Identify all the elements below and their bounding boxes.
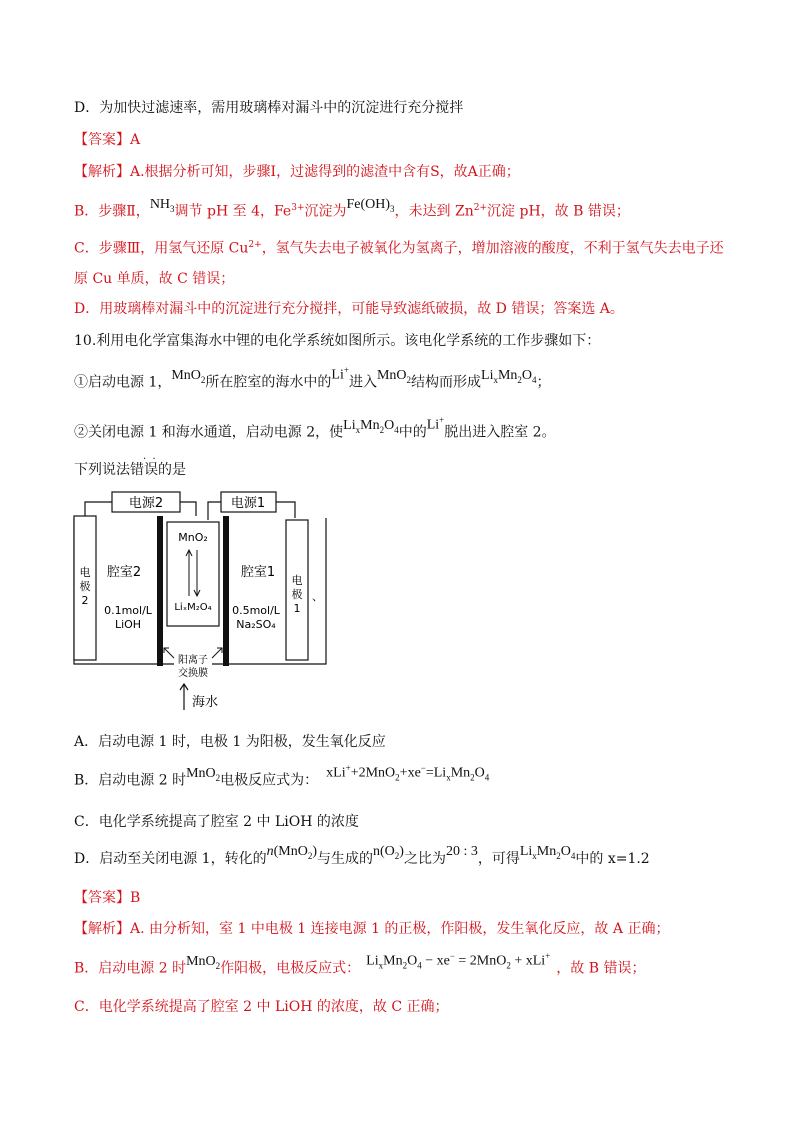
electrode-1-char3: 1: [293, 602, 301, 615]
emphasis-dots: · ·: [143, 454, 156, 465]
q10-analysis-b: [74, 951, 646, 978]
formula-limn2o4-2: $Li_xMn_2O_4$: [343, 417, 399, 435]
formula-limn2o4: $Li_xMn_2O_4$: [481, 367, 537, 385]
opt-b-mid: 电极反应式为：: [220, 772, 319, 789]
q9-b-mid: 调节 pH 至 4，Fe: [174, 203, 292, 220]
ana-b-post: ，故 B 错误；: [556, 960, 646, 977]
opt-d-mid3: ，可得: [477, 851, 520, 867]
chamber-2-solution: LiOH: [114, 618, 142, 631]
q10-s2-c: 脱出进入腔室 2。: [444, 424, 556, 441]
formula-limn2o4-3: $Li_xMn_2O_4$: [519, 844, 576, 861]
formula-li-ion-2: Li+: [426, 415, 445, 433]
q9-option-d: D．为加快过滤速率，需用玻璃棒对漏斗中的沉淀进行充分搅拌: [74, 100, 464, 116]
q9-answer: 【答案】A: [74, 132, 141, 148]
q10-ask: 下列说法错误的是: [74, 462, 186, 478]
q9-c-1b: ，氢气失去电子被氧化为氢离子，增加溶液的酸度，不利于氢气失去电子还: [261, 240, 724, 257]
formula-mno2-3: MnO$_2$: [186, 765, 221, 783]
q9-analysis-c-1: C．步骤Ⅲ，用氢气还原 $Cu^{2+}$，氢气失去电子被氧化为氢离子，增加溶液的酸度，不利于氢气失去电子还: [74, 240, 724, 257]
formula-mno2-4: MnO$_2$: [186, 953, 221, 971]
power-source-1-label: 电源1: [230, 496, 266, 511]
q10-analysis-c: C．电化学系统提高了腔室 2 中 LiOH 的浓度，故 C 正确；: [74, 999, 449, 1015]
q10-step1: [74, 365, 551, 392]
electrochem-diagram: [70, 488, 330, 718]
opt-d-mid: 与生成的: [317, 851, 373, 867]
cation-exchange-membrane-right: [223, 516, 229, 666]
q9-b-post: ，未达到 Zn: [394, 203, 474, 220]
q10-option-d: [74, 844, 650, 869]
cation-exchange-membrane-left: [157, 516, 163, 666]
q9-b-post2: 沉淀 pH，故 B 错误；: [487, 203, 630, 220]
membrane-label-line1: 阳离子: [178, 655, 208, 666]
q10-answer: 【答案】B: [74, 890, 141, 906]
q9-analysis-a: 【解析】A.根据分析可知，步骤Ⅰ，过滤得到的滤渣中含有S，故A正确；: [74, 164, 520, 180]
equation-ana-b: $Li_xMn_2O_4 - xe^- = 2MnO_2 + xLi^+$: [366, 951, 551, 971]
chamber-2-conc: 0.1mol/L: [104, 604, 152, 617]
limo-label: LiₓM₂O₄: [174, 602, 212, 613]
q9-b-mid2: 沉淀为: [304, 203, 347, 220]
q10-s2-a: ②关闭电源 1 和海水通道，启动电源 2，使: [74, 424, 344, 441]
q10-s2-b: 中的: [398, 424, 427, 441]
formula-li-ion: Li+: [331, 365, 349, 383]
electrode-1-char2: 极: [291, 588, 303, 601]
electrode-2-char3: 2: [81, 594, 89, 607]
q10-s1-d: 结构而形成: [411, 374, 482, 391]
chamber-1-label: 腔室1: [240, 565, 276, 580]
electrode-2-char2: 极: [79, 580, 91, 593]
q9-c-1: C．步骤Ⅲ，用氢气还原 Cu: [74, 240, 249, 257]
opt-b-pre: B．启动电源 2 时: [74, 772, 187, 789]
mno2-label: MnO₂: [178, 531, 208, 544]
q10-s1-b: 所在腔室的海水中的: [205, 374, 332, 391]
q10-s1-a: ①启动电源 1，: [74, 374, 172, 391]
q9-b-pre: B．步骤Ⅱ，: [74, 203, 150, 220]
q9-analysis-b: B．步骤Ⅱ，$NH_3$调节 pH 至 4，$Fe^{3+}$沉淀为$Fe(OH)_3$，未达到 $Zn^{2+}$沉淀 pH，故 B 错误；: [74, 196, 630, 220]
q9-analysis-d: D．用玻璃棒对漏斗中的沉淀进行充分搅拌，可能导致滤纸破损，故 D 错误；答案选 A。: [74, 301, 624, 317]
q10-s1-e: ；: [536, 374, 551, 391]
chamber-1-solution: Na₂SO₄: [236, 618, 276, 631]
power-source-2-label: 电源2: [128, 496, 164, 511]
ana-b-pre: B．启动电源 2 时: [74, 960, 187, 977]
formula-n-mno2: n(MnO$_2$): [266, 844, 317, 861]
chamber-2-label: 腔室2: [106, 565, 142, 580]
opt-d-post: 中的 x=1.2: [575, 851, 650, 867]
q10-analysis-a: 【解析】A. 由分析知，室 1 中电极 1 连接电源 1 的正极，作阳极，发生氧化反应，故 A 正确；: [74, 921, 670, 937]
formula-mno2-2: MnO$_2$: [376, 367, 412, 385]
opt-d-mid2: 之比为: [403, 851, 446, 867]
q10-s1-c: 进入: [348, 374, 377, 391]
equation-b: $xLi^++2MnO_2+xe^-=Li_xMn_2O_4$: [326, 763, 490, 783]
formula-mno2: MnO$_2$: [171, 367, 206, 385]
seawater-label: 海水: [192, 695, 219, 710]
q10-stem: 10.利用电化学富集海水中锂的电化学系统如图所示。该电化学系统的工作步骤如下：: [74, 333, 601, 349]
membrane-label-line2: 交换膜: [178, 668, 208, 679]
formula-feoh3: $Fe(OH)_3$: [346, 196, 395, 214]
q10-option-a: A．启动电源 1 时，电极 1 为阳极，发生氧化反应: [74, 734, 386, 750]
opt-d-pre: D．启动至关闭电源 1，转化的: [74, 851, 267, 867]
formula-nh3: $NH_3$: [149, 196, 175, 214]
electrode-1-char1: 电: [291, 574, 303, 587]
electrode-2-char1: 电: [79, 566, 91, 579]
q10-option-c: C．电化学系统提高了腔室 2 中 LiOH 的浓度: [74, 814, 359, 830]
formula-n-o2: $n(O_2)$: [373, 844, 404, 861]
q10-option-b: [74, 763, 490, 790]
svg-text:、: 、: [312, 590, 323, 603]
opt-d-ratio: 20 : 3: [445, 844, 478, 859]
q10-step2: [74, 415, 556, 442]
chamber-1-conc: 0.5mol/L: [232, 604, 280, 617]
ana-b-mid: 作阳极，电极反应式：: [220, 960, 361, 977]
q9-analysis-c-2: 原 Cu 单质，故 C 错误；: [74, 271, 235, 287]
